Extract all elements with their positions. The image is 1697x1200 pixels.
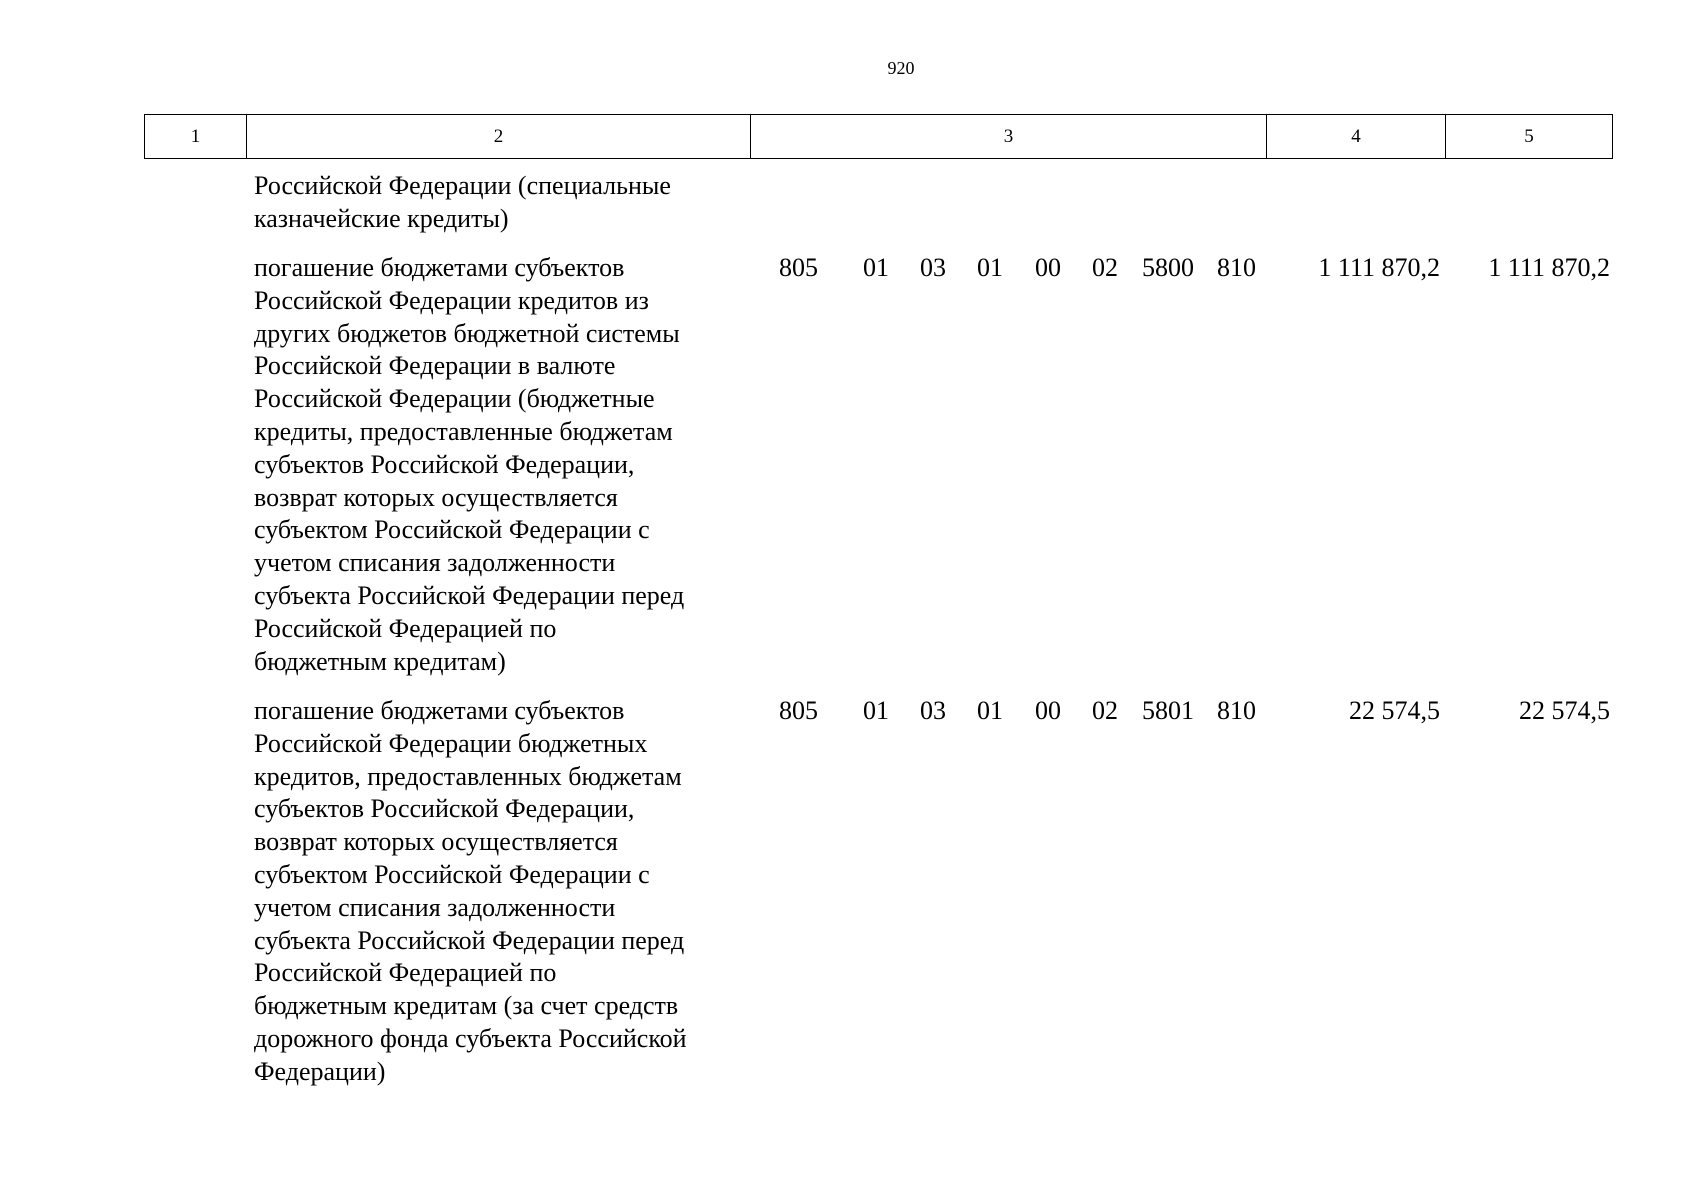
amount-col4: 22 574,5 xyxy=(1349,696,1440,725)
code-group: 01 xyxy=(863,253,889,282)
code-admin: 805 xyxy=(779,696,818,725)
column-header-4: 4 xyxy=(1267,115,1446,159)
code-kosgu: 810 xyxy=(1217,696,1256,725)
code-article: 01 xyxy=(977,253,1003,282)
row-description: Российской Федерации (специальные казначейские кредиты) xyxy=(254,171,671,233)
column-header-5: 5 xyxy=(1446,115,1613,159)
code-subarticle: 00 xyxy=(1035,253,1061,282)
amount-col5: 1 111 870,2 xyxy=(1488,253,1610,282)
column-header-1: 1 xyxy=(145,115,247,159)
code-subgroup: 03 xyxy=(920,696,946,725)
code-element: 02 xyxy=(1092,253,1118,282)
code-kosgu: 810 xyxy=(1217,253,1256,282)
column-header-2: 2 xyxy=(247,115,751,159)
code-program: 5800 xyxy=(1142,253,1194,282)
column-header-table xyxy=(144,114,1613,159)
code-subgroup: 03 xyxy=(920,253,946,282)
page-number: 920 xyxy=(887,58,915,78)
amount-col5: 22 574,5 xyxy=(1519,696,1610,725)
code-subarticle: 00 xyxy=(1035,696,1061,725)
row-description: погашение бюджетами субъектов Российской Федерации бюджетных кредитов, предоставленных бюджетам субъектов Российской Федерации, возврат которых осуществляется субъектом Российской Федерации с учетом списания задолженности субъекта Российской Федерации перед Российской Федерацией по бюджетным кредитам (за счет средств дорожного фонда субъекта Российской Федерации) xyxy=(254,696,687,1086)
row-description: погашение бюджетами субъектов Российской Федерации кредитов из других бюджетов бюджетной системы Российской Федерации в валюте Российской Федерации (бюджетные кредиты, предоставленные бюджетам субъектов Российской Федерации, возврат которых осуществляется субъектом Российской Федерации с учетом списания задолженности субъекта Российской Федерации перед Российской Федерацией по бюджетным кредитам) xyxy=(254,253,685,676)
column-header-row xyxy=(145,115,1613,159)
code-article: 01 xyxy=(977,696,1003,725)
code-program: 5801 xyxy=(1142,696,1194,725)
code-group: 01 xyxy=(863,696,889,725)
amount-col4: 1 111 870,2 xyxy=(1318,253,1440,282)
code-element: 02 xyxy=(1092,696,1118,725)
code-admin: 805 xyxy=(779,253,818,282)
column-header-3: 3 xyxy=(751,115,1267,159)
